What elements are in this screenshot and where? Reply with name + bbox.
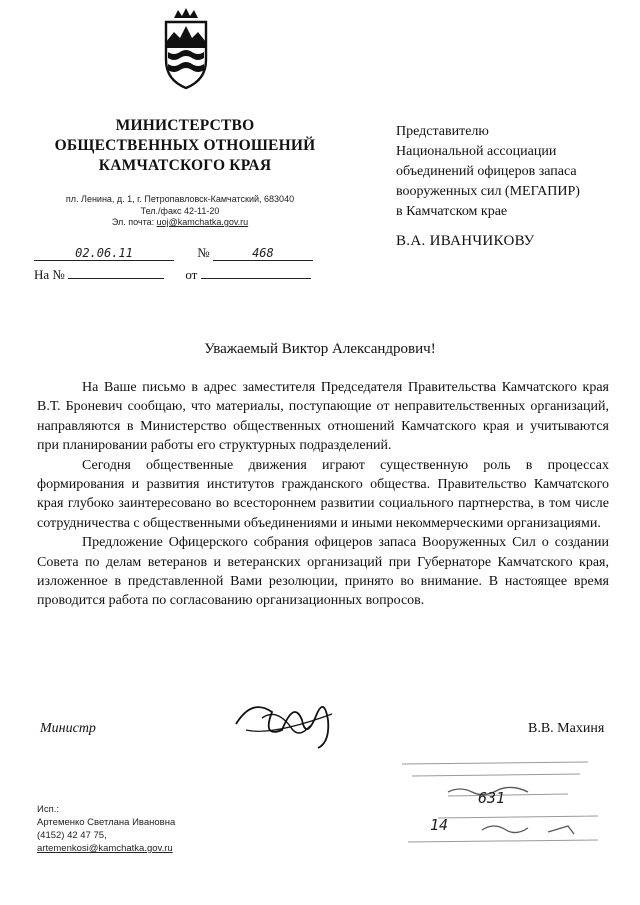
reply-to-label: На № <box>34 267 65 282</box>
signer-name: В.В. Махиня <box>528 721 605 736</box>
recipient-line-5: в Камчатском крае <box>396 204 508 219</box>
outgoing-date: 02.06.11 <box>34 246 174 261</box>
ministry-contacts <box>30 194 330 229</box>
signer-title: Министр <box>40 721 96 736</box>
recipient-block <box>396 122 636 222</box>
ministry-name <box>20 116 350 176</box>
reply-to-number-line <box>68 265 164 279</box>
ministry-phone: Тел./факс 42-11-20 <box>140 205 220 216</box>
stamp-date: 14 <box>430 816 449 834</box>
ministry-email-label: Эл. почта: <box>111 217 155 227</box>
ministry-name-line-1: МИНИСТЕРСТВО <box>115 117 255 134</box>
body-paragraph-3: Предложение Офицерского собрания офицеров запаса Вооруженных Сил о создании Совета по делам ветеранов и ветеранских организаций при Губернаторе Камчатского края, изложенное в представленной Вами резолюции, принято во внимание. В настоящее время проводится работа по согласованию организационных вопросов. <box>37 535 609 609</box>
outgoing-registration <box>34 245 313 261</box>
executor-phone: (4152) 42 47 75, <box>37 830 107 841</box>
executor-name: Артеменко Светлана Ивановна <box>37 817 176 828</box>
handwritten-signature-icon <box>232 690 342 752</box>
registration-stamp-icon <box>398 750 603 870</box>
executor-block <box>37 803 277 855</box>
kamchatka-coat-of-arms-icon <box>160 8 212 90</box>
body-paragraph-1: На Ваше письмо в адрес заместителя Председателя Правительства Камчатского края В.Т. Броневич сообщаю, что материалы, поступающие от неправительственных организаций, направляются в Министерство общественных отношений Камчатского края и учитываются при планировании работы его структурных подразделений. <box>37 380 609 454</box>
salutation: Уважаемый Виктор Александрович! <box>204 341 436 357</box>
body-paragraph-2: Сегодня общественные движения играют существенную роль в процессах формирования и развития институтов гражданского общества. Правительство Камчатского края глубоко заинтересовано во всестороннем развитии социального партнерства, в том числе сотрудничества с общественными объединениями и иными некоммерческими организациями. <box>37 457 609 531</box>
ministry-address: пл. Ленина, д. 1, г. Петропавловск-Камчатский, 683040 <box>65 194 295 204</box>
outgoing-number-sign: № <box>197 245 210 260</box>
ministry-email: uoj@kamchatka.gov.ru <box>156 217 249 227</box>
executor-label: Исп.: <box>37 804 60 815</box>
recipient-line-4: вооруженных сил (МЕГАПИР) <box>396 184 580 199</box>
reply-reference <box>34 265 311 283</box>
recipient-name: В.А. ИВАНЧИКОВУ <box>396 233 535 249</box>
ministry-name-line-2: ОБЩЕСТВЕННЫХ ОТНОШЕНИЙ <box>54 137 316 154</box>
recipient-line-3: объединений офицеров запаса <box>396 164 577 179</box>
stamp-number: 631 <box>478 789 506 807</box>
letter-body <box>37 378 609 611</box>
outgoing-number: 468 <box>213 246 313 261</box>
reply-from-label: от <box>185 267 198 282</box>
ministry-email-line <box>30 217 330 229</box>
executor-email: artemenkosi@kamchatka.gov.ru <box>37 843 173 854</box>
recipient-line-1: Представителю <box>396 124 489 139</box>
recipient-line-2: Национальной ассоциации <box>396 144 557 159</box>
reply-from-date-line <box>201 265 311 279</box>
ministry-name-line-3: КАМЧАТСКОГО КРАЯ <box>98 157 272 174</box>
